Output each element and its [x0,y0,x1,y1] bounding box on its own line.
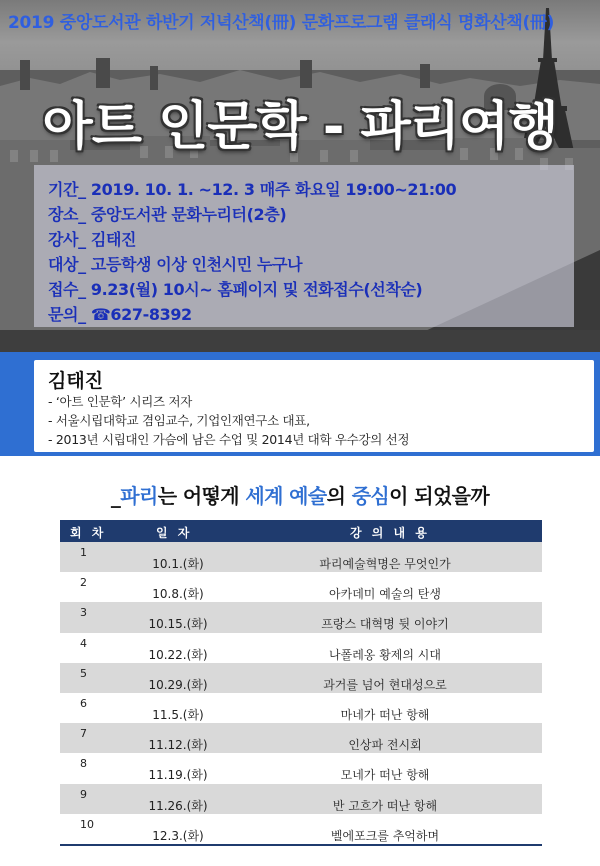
session-topic: 아카데미 예술의 탄생 [329,587,441,602]
table-row [60,814,542,844]
table-row [60,572,542,602]
session-number: 6 [80,696,87,710]
session-topic: 마네가 떠난 항해 [340,707,430,722]
header-date: 일 자 [156,526,193,540]
session-number: 1 [80,546,87,559]
session-topic: 프랑스 대혁명 뒷 이야기 [321,617,449,632]
table-bottom-rule [60,844,542,846]
session-date: 11.26.(화) [148,798,208,813]
lecturer-bio-line: - 2013년 시립대인 가슴에 남은 수업 및 2014년 대학 우수강의 선정 [48,432,410,447]
page-title: 아트 인문학 - 파리여행 [42,97,558,157]
banner [0,0,600,352]
table-row [60,542,542,572]
session-number: 3 [80,606,87,620]
table-row [60,784,542,814]
session-date: 10.15.(화) [148,617,208,632]
session-topic: 파리예술혁명은 무엇인가 [319,557,451,571]
session-number: 4 [80,636,87,650]
session-date: 12.3.(화) [152,828,204,843]
session-number: 5 [80,666,87,680]
info-period: 기간_ 2019. 10. 1. ~12. 3 매주 화요일 19:00~21:00 [48,180,457,199]
session-date: 10.8.(화) [152,587,204,602]
heading-text: 는 어떻게 [157,484,246,508]
program-header: 2019 중앙도서관 하반기 저녁산책(冊) 문화프로그램 클래식 명화산책(冊) [8,13,555,33]
table-row [60,663,542,693]
session-topic: 반 고흐가 떠난 항해 [332,798,438,813]
session-date: 11.19.(화) [148,768,208,783]
session-date: 10.22.(화) [148,647,208,662]
header-session: 회 차 [70,526,107,540]
lecturer-card [34,360,594,452]
info-lecturer: 강사_ 김태진 [48,230,137,249]
heading-keyword-center: 중심 [351,484,390,508]
heading-text: 의 [326,484,352,508]
info-target: 대상_ 고등학생 이상 인천시민 누구나 [48,255,303,274]
table-row [60,602,542,632]
session-number: 8 [80,757,87,771]
heading-prefix: _ [110,484,121,508]
session-date: 10.29.(화) [148,677,208,692]
table-row [60,723,542,753]
lecturer-name: 김태진 [48,370,104,392]
session-topic: 인상파 전시회 [348,738,422,753]
heading-text: 이 되었을까 [389,484,490,508]
program-info-box [34,165,574,327]
session-number: 10 [80,817,94,831]
info-place: 장소_ 중앙도서관 문화누리터(2층) [48,205,287,224]
heading-keyword-art: 세계 예술 [245,484,327,508]
session-topic: 과거를 넘어 현대성으로 [323,677,447,692]
session-number: 7 [80,727,87,741]
info-registration: 접수_ 9.23(월) 10시~ 홈페이지 및 전화접수(선착순) [48,280,423,299]
info-contact: 문의_ ☎627-8392 [48,305,192,324]
session-date: 11.5.(화) [152,707,204,722]
header-topic: 강 의 내 용 [350,526,430,540]
section-heading [0,480,600,509]
lecturer-bio-line: - ‘아트 인문학’ 시리즈 저자 [48,394,193,409]
session-number: 9 [80,787,87,801]
lecturer-bio-line: - 서울시립대학교 겸임교수, 기업인재연구소 대표, [48,413,310,428]
table-row [60,753,542,783]
session-topic: 모네가 떠난 항해 [340,768,430,783]
heading-keyword-paris: 파리 [120,484,158,508]
table-row [60,693,542,723]
session-topic: 나폴레옹 황제의 시대 [329,647,441,662]
session-date: 11.12.(화) [148,738,208,753]
session-number: 2 [80,576,87,590]
session-topic: 벨에포크를 추억하며 [330,828,440,843]
session-date: 10.1.(화) [152,557,204,571]
table-row [60,633,542,663]
table-header [60,520,542,542]
schedule-table [60,520,542,846]
